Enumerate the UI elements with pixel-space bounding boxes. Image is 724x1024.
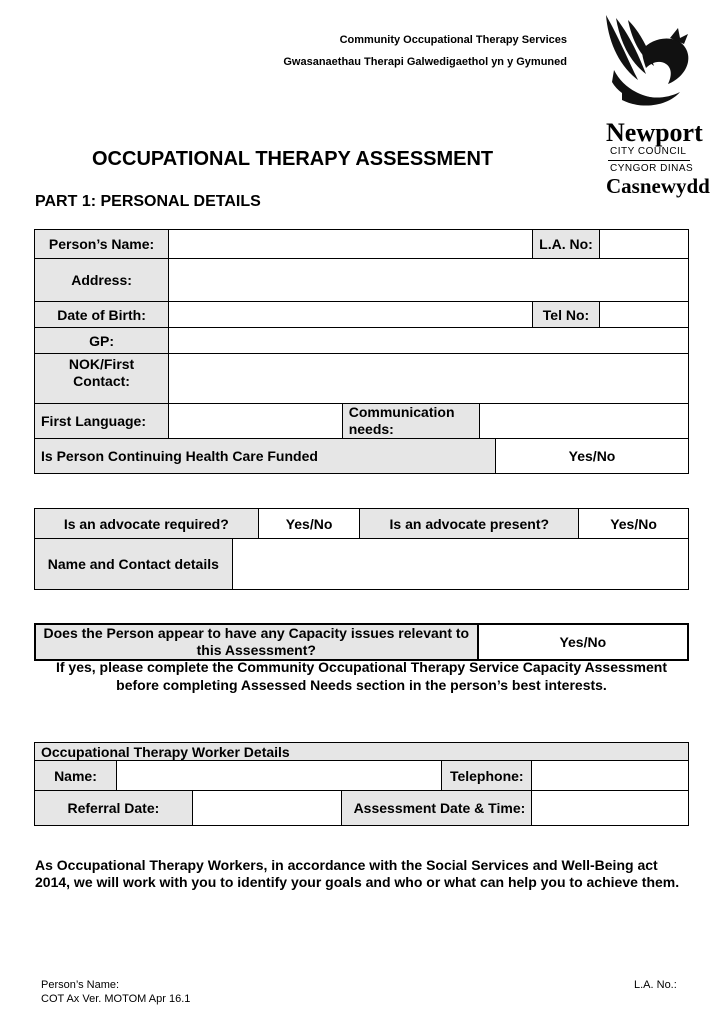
newport-logo	[598, 10, 710, 200]
assessment-date-field[interactable]	[532, 791, 689, 826]
persons-name-field[interactable]	[169, 230, 533, 259]
worker-telephone-label: Telephone:	[442, 761, 532, 791]
worker-name-label: Name:	[35, 761, 117, 791]
capacity-question: Does the Person appear to have any Capacity issues relevant to this Assessment?	[35, 624, 478, 660]
capacity-note: If yes, please complete the Community Occupational Therapy Service Capacity Assessment before completing Assessed Needs section in the person’s best interests.	[55, 659, 668, 693]
worker-details-table	[34, 742, 689, 826]
persons-name-label: Person’s Name:	[35, 230, 169, 259]
address-label: Address:	[35, 259, 169, 302]
advocate-required-question: Is an advocate required?	[35, 509, 259, 539]
org-name-english: Community Occupational Therapy Services	[339, 34, 567, 46]
capacity-table	[34, 623, 689, 661]
referral-date-field[interactable]	[192, 791, 342, 826]
newport-dragon-icon	[598, 10, 698, 115]
first-language-field[interactable]	[169, 404, 343, 439]
footer-persons-name: Person’s Name:	[41, 979, 120, 991]
advocate-contact-label: Name and Contact details	[35, 539, 233, 590]
first-language-label: First Language:	[35, 404, 169, 439]
worker-name-field[interactable]	[116, 761, 441, 791]
gp-label: GP:	[35, 328, 169, 354]
nok-label: NOK/First Contact:	[35, 354, 169, 404]
la-no-label: L.A. No:	[533, 230, 600, 259]
communication-needs-label: Communication needs:	[342, 404, 480, 439]
org-name-welsh: Gwasanaethau Therapi Galwedigaethol yn y Gymuned	[283, 56, 567, 68]
logo-line-cyngor-dinas: CYNGOR DINAS	[610, 163, 694, 174]
personal-details-table	[34, 229, 689, 474]
part1-heading: PART 1: PERSONAL DETAILS	[35, 193, 261, 210]
worker-details-heading: Occupational Therapy Worker Details	[35, 743, 689, 761]
nok-field[interactable]	[169, 354, 689, 404]
advocate-table	[34, 508, 689, 590]
logo-line-city-council: CITY COUNCIL	[610, 146, 687, 157]
footer-version: COT Ax Ver. MOTOM Apr 16.1	[41, 993, 191, 1005]
chc-question: Is Person Continuing Health Care Funded	[35, 439, 496, 474]
dob-label: Date of Birth:	[35, 302, 169, 328]
la-no-field[interactable]	[599, 230, 688, 259]
dob-field[interactable]	[169, 302, 533, 328]
referral-date-label: Referral Date:	[35, 791, 193, 826]
tel-no-label: Tel No:	[533, 302, 600, 328]
advocate-contact-field[interactable]	[232, 539, 688, 590]
assessment-date-label: Assessment Date & Time:	[342, 791, 532, 826]
chc-answer[interactable]: Yes/No	[496, 439, 689, 474]
footer-la-no: L.A. No.:	[634, 979, 677, 991]
advocate-present-answer[interactable]: Yes/No	[579, 509, 689, 539]
advocate-present-question: Is an advocate present?	[360, 509, 579, 539]
advocate-required-answer[interactable]: Yes/No	[258, 509, 360, 539]
logo-line-newport: Newport	[606, 118, 703, 147]
worker-telephone-field[interactable]	[532, 761, 689, 791]
logo-line-casnewydd: Casnewydd	[606, 174, 710, 198]
statement-paragraph: As Occupational Therapy Workers, in accordance with the Social Services and Well-Being act 2014, we will work with you to identify your goals and who or what can help you to achieve them.	[35, 857, 680, 890]
page-title: OCCUPATIONAL THERAPY ASSESSMENT	[92, 148, 494, 170]
communication-needs-field[interactable]	[480, 404, 689, 439]
address-field[interactable]	[169, 259, 689, 302]
capacity-answer[interactable]: Yes/No	[478, 624, 688, 660]
gp-field[interactable]	[169, 328, 689, 354]
tel-no-field[interactable]	[599, 302, 688, 328]
